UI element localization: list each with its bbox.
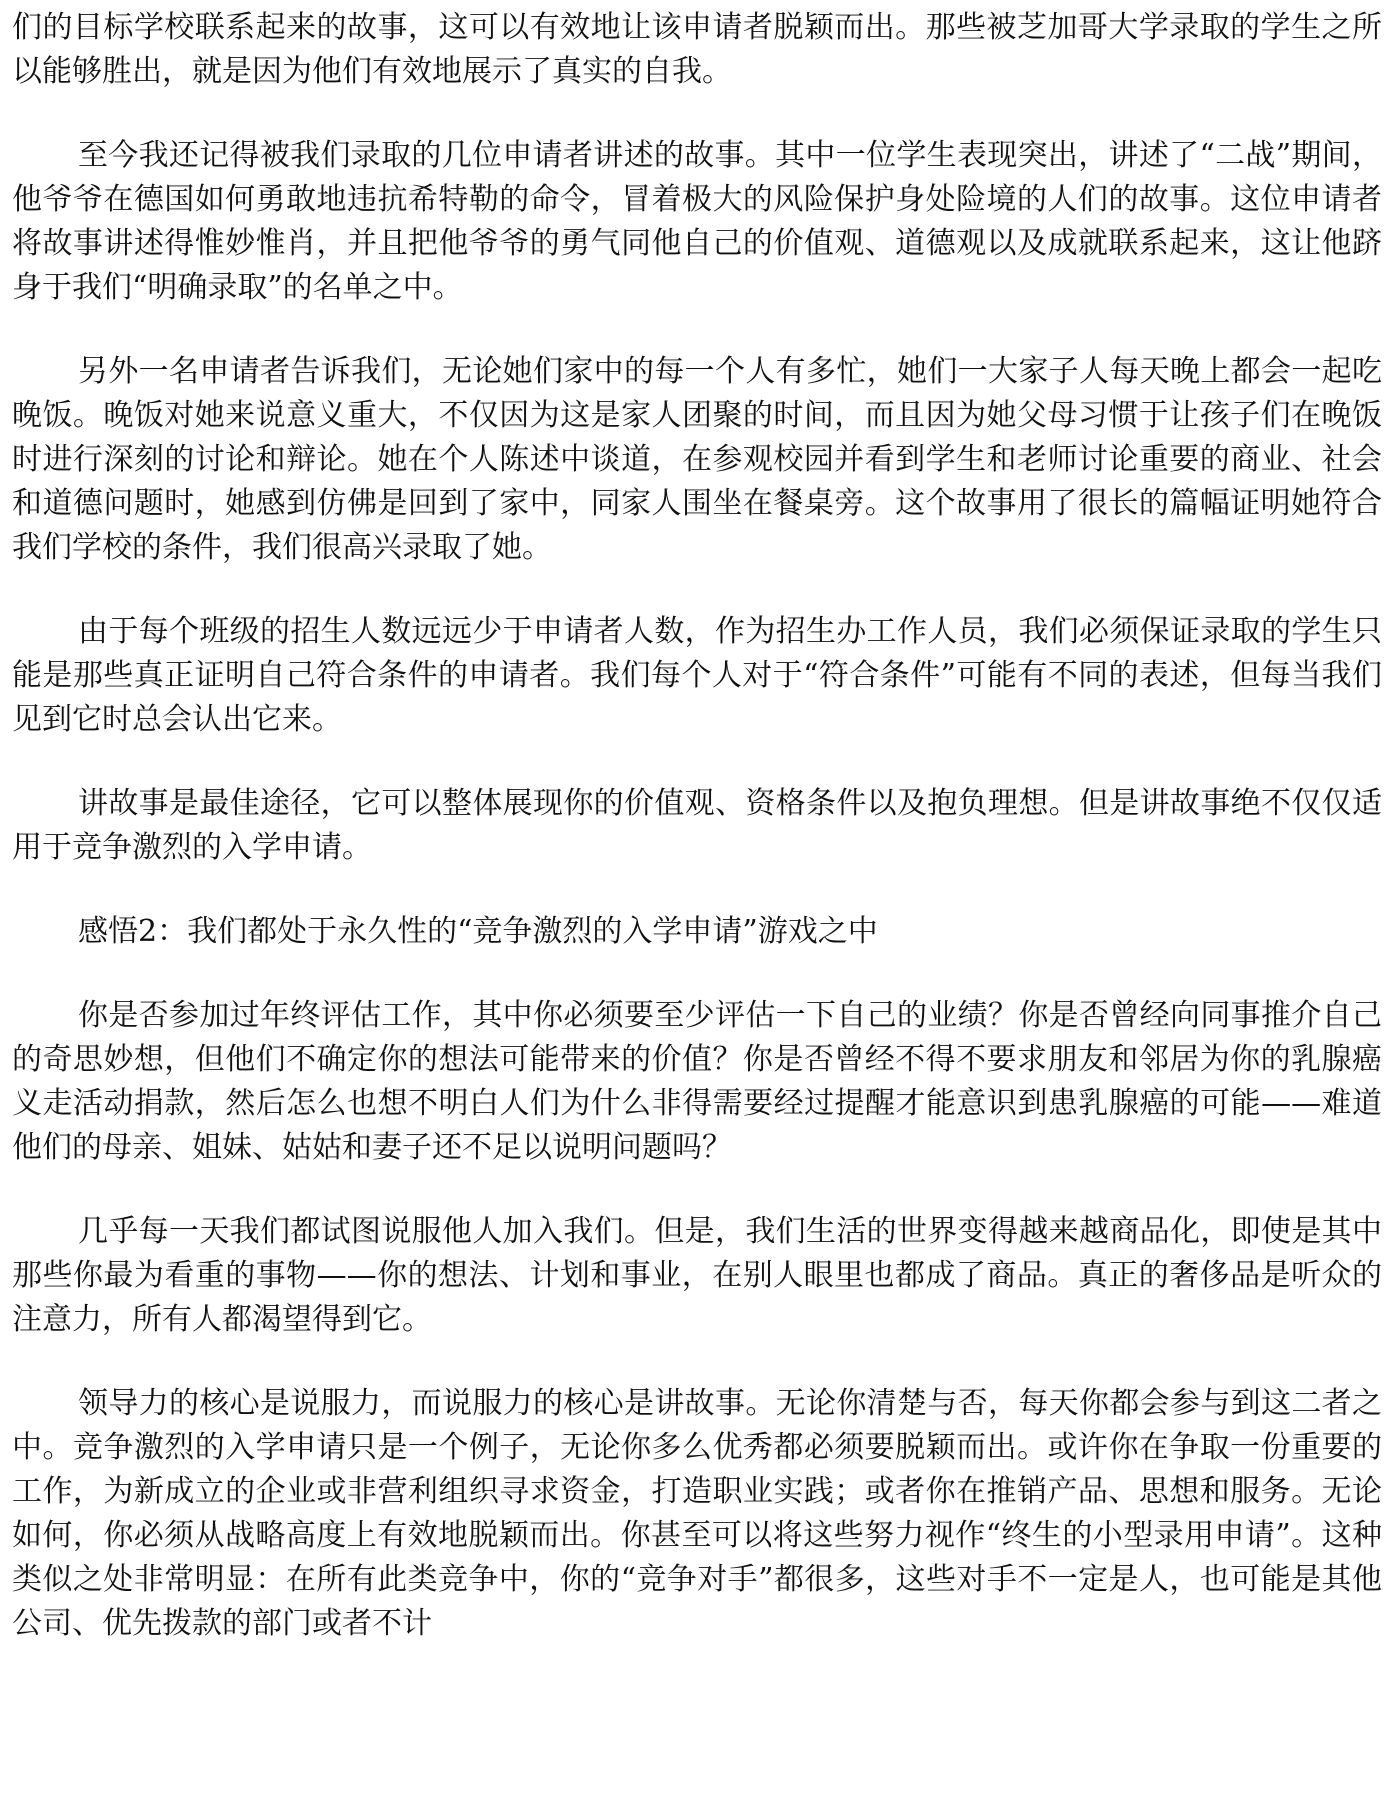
paragraph-8: 领导力的核心是说服力，而说服力的核心是讲故事。无论你清楚与否，每天你都会参与到这二者之中。竞争激烈的入学申请只是一个例子，无论你多么优秀都必须要脱颖而出。或许你在争取一份重要的工作，为新成立的企业或非营利组织寻求资金，打造职业实践；或者你在推销产品、思想和服务。无论如何，你必须从战略高度上有效地脱颖而出。你甚至可以将这些努力视作“终生的小型录用申请”。这种类似之处非常明显：在所有此类竞争中，你的“竞争对手”都很多，这些对手不一定是人，也可能是其他公司、优先拨款的部门或者不计 xyxy=(12,1386,1382,1641)
paragraph-7: 几乎每一天我们都试图说服他人加入我们。但是，我们生活的世界变得越来越商品化，即使是其中那些你最为看重的事物——你的想法、计划和事业，在别人眼里也都成了商品。真正的奢侈品是听众的注意力，所有人都渴望得到它。 xyxy=(12,1214,1382,1337)
paragraph-4: 由于每个班级的招生人数远远少于申请者人数，作为招生办工作人员，我们必须保证录取的学生只能是那些真正证明自己符合条件的申请者。我们每个人对于“符合条件”可能有不同的表述，但每当我们见到它时总会认出它来。 xyxy=(12,614,1382,737)
section-heading: 感悟2：我们都处于永久性的“竞争激烈的入学申请”游戏之中 xyxy=(78,914,878,949)
paragraph-1: 们的目标学校联系起来的故事，这可以有效地让该申请者脱颖而出。那些被芝加哥大学录取的学生之所以能够胜出，就是因为他们有效地展示了真实的自我。 xyxy=(12,10,1382,89)
paragraph-2: 至今我还记得被我们录取的几位申请者讲述的故事。其中一位学生表现突出，讲述了“二战”期间，他爷爷在德国如何勇敢地违抗希特勒的命令，冒着极大的风险保护身处险境的人们的故事。这位申请者将故事讲述得惟妙惟肖，并且把他爷爷的勇气同他自己的价值观、道德观以及成就联系起来，这让他跻身于我们“明确录取”的名单之中。 xyxy=(12,138,1382,305)
document-page xyxy=(12,6,1382,1796)
paragraph-6: 你是否参加过年终评估工作，其中你必须要至少评估一下自己的业绩？你是否曾经向同事推介自己的奇思妙想，但他们不确定你的想法可能带来的价值？你是否曾经不得不要求朋友和邻居为你的乳腺癌义走活动捐款，然后怎么也想不明白人们为什么非得需要经过提醒才能意识到患乳腺癌的可能——难道他们的母亲、姐妹、姑姑和妻子还不足以说明问题吗？ xyxy=(12,998,1382,1165)
paragraph-5: 讲故事是最佳途径，它可以整体展现你的价值观、资格条件以及抱负理想。但是讲故事绝不仅仅适用于竞争激烈的入学申请。 xyxy=(12,786,1382,865)
paragraph-3: 另外一名申请者告诉我们，无论她们家中的每一个人有多忙，她们一大家子人每天晚上都会一起吃晚饭。晚饭对她来说意义重大，不仅因为这是家人团聚的时间，而且因为她父母习惯于让孩子们在晚饭时进行深刻的讨论和辩论。她在个人陈述中谈道，在参观校园并看到学生和老师讨论重要的商业、社会和道德问题时，她感到仿佛是回到了家中，同家人围坐在餐桌旁。这个故事用了很长的篇幅证明她符合我们学校的条件，我们很高兴录取了她。 xyxy=(12,354,1382,565)
